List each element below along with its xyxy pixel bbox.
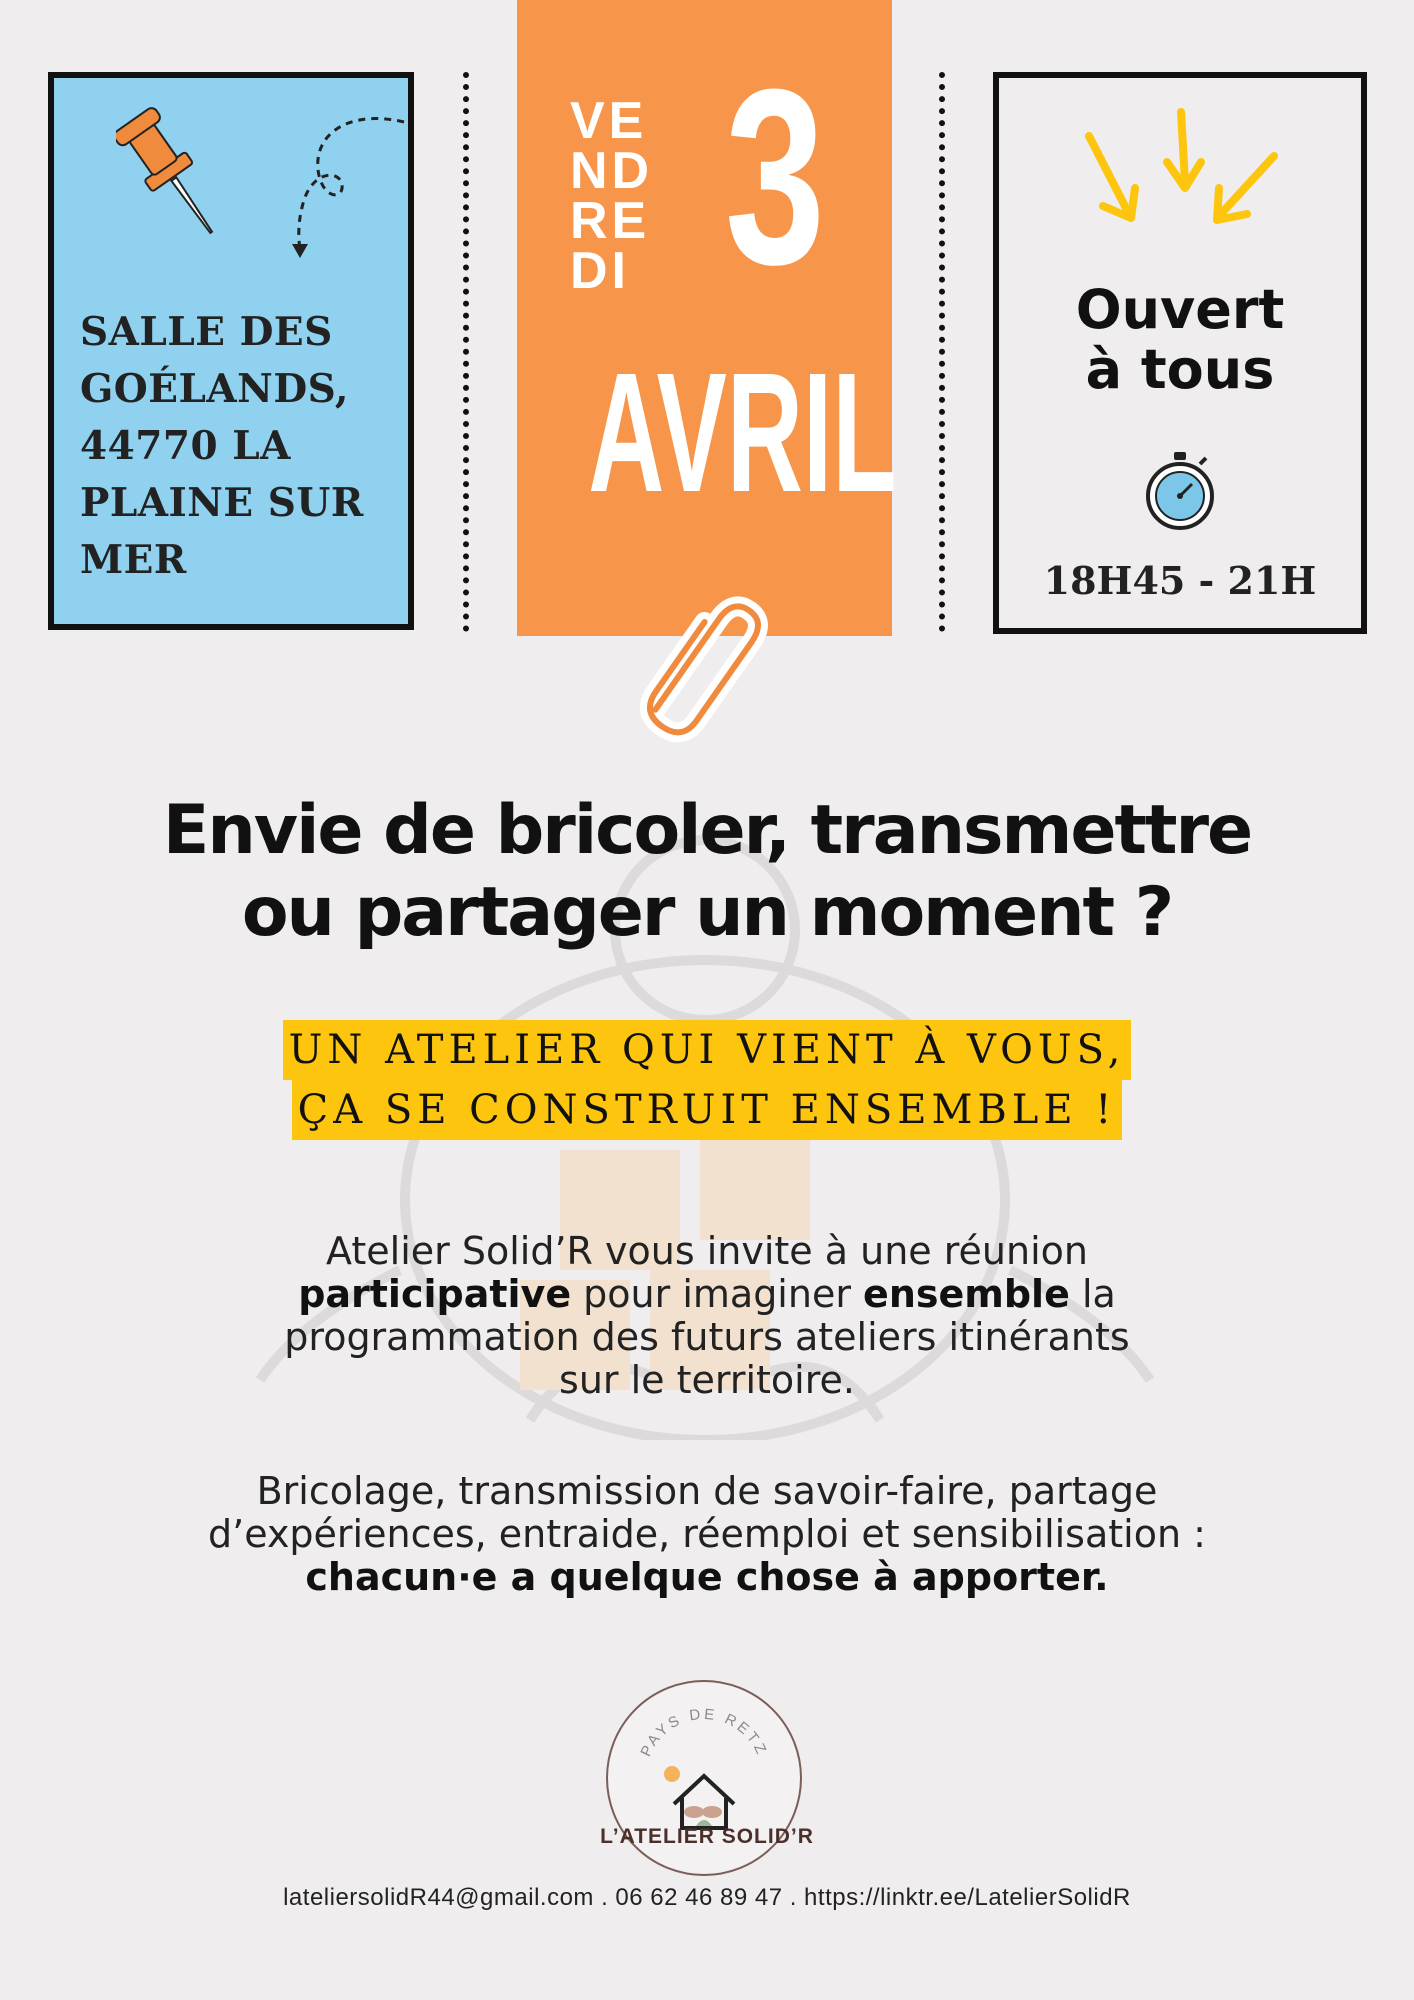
invitation-paragraph: [0, 1230, 1414, 1402]
bold-word: participative: [298, 1272, 572, 1316]
arrows-icon: [1069, 96, 1299, 246]
day-number: 3: [724, 37, 826, 316]
month: AVRIL: [588, 338, 897, 528]
bold-line: chacun·e a quelque chose à apporter.: [305, 1555, 1109, 1599]
info-box: [993, 72, 1367, 634]
contact-info: lateliersolidR44@gmail.com . 06 62 46 89 47 . https://linktr.ee/LatelierSolidR: [283, 1884, 1131, 1911]
paragraph-line: [0, 1273, 1414, 1316]
open-line: à tous: [1085, 338, 1275, 401]
hands-icon: [702, 1806, 722, 1818]
weekday-part: RE: [570, 192, 651, 250]
address-line: SALLE DES: [80, 309, 333, 355]
weekday-part: DI: [570, 242, 630, 300]
open-line: Ouvert: [1075, 278, 1285, 341]
location-address: [80, 304, 400, 589]
address-line: PLAINE SUR: [80, 480, 364, 526]
subtitle-line: UN ATELIER QUI VIENT À VOUS,: [283, 1020, 1132, 1080]
logo-arc-text: PAYS DE RETZ: [637, 1705, 771, 1760]
paragraph-line: [0, 1556, 1414, 1599]
activities-paragraph: [0, 1470, 1414, 1599]
sun-icon: [664, 1766, 680, 1782]
opening-hours: 18H45 - 21H: [1043, 558, 1317, 603]
paragraph-line: sur le territoire.: [559, 1358, 855, 1402]
location-box: [48, 72, 414, 630]
dashed-arrow-icon: [274, 110, 414, 260]
svg-text:PAYS DE RETZ: [637, 1706, 770, 1759]
weekday-part: ND: [570, 142, 654, 200]
paragraph-line: programmation des futurs ateliers itinérants: [284, 1315, 1130, 1359]
subtitle-line: ÇA SE CONSTRUIT ENSEMBLE !: [292, 1080, 1123, 1140]
headline: [0, 790, 1414, 954]
headline-line: Envie de bricoler, transmettre: [162, 791, 1252, 870]
address-line: GOÉLANDS,: [80, 366, 350, 412]
paragraph-line: d’expériences, entraide, réemploi et sensibilisation :: [208, 1512, 1206, 1556]
pushpin-icon: [116, 100, 226, 250]
paragraph-line: Bricolage, transmission de savoir-faire, partage: [256, 1469, 1158, 1513]
hands-icon: [684, 1806, 704, 1818]
paragraph-text: la: [1069, 1272, 1116, 1316]
bold-word: ensemble: [863, 1272, 1070, 1316]
dotted-divider-left: [463, 72, 469, 632]
paragraph-text: pour imaginer: [571, 1272, 864, 1316]
subtitle: [0, 1020, 1414, 1140]
address-line: MER: [80, 537, 187, 583]
dotted-divider-right: [939, 72, 945, 632]
logo-name: L’ATELIER SOLID’R: [600, 1825, 814, 1848]
stopwatch-icon: [1140, 450, 1220, 530]
paperclip-icon: [640, 580, 770, 750]
headline-line: ou partager un moment ?: [241, 873, 1173, 952]
paragraph-line: Atelier Solid’R vous invite à une réunion: [326, 1229, 1088, 1273]
date-box: [517, 0, 897, 636]
open-to-all: [999, 280, 1361, 400]
weekday: [570, 92, 680, 300]
address-line: 44770 LA: [80, 423, 291, 469]
weekday-part: VE: [570, 92, 648, 150]
